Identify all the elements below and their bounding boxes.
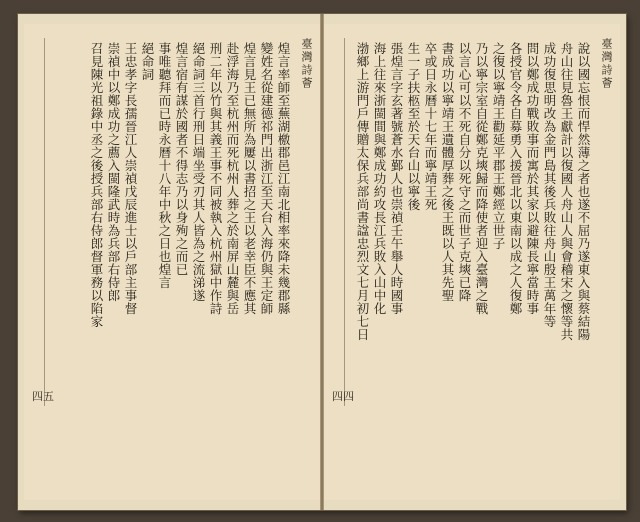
text-column: 以言心可以不死自分以死守之而世子克塽已降 <box>457 42 472 302</box>
open-book <box>18 14 626 510</box>
text-column: 之復以寧靖王勸延平郡王鄭經立世子 <box>491 42 506 250</box>
text-column: 煌言見王已無所為屢以書招之王以老幸臣不應其 <box>242 42 257 315</box>
text-column: 召見陳光祖錄中丞之後授兵部右侍郎督軍務以陷家 <box>89 42 104 328</box>
text-column: 張煌言字玄著號蒼水鄞人也崇禎壬午舉人時國事 <box>389 42 404 315</box>
text-columns <box>42 42 292 402</box>
page-number: 四四 <box>332 390 354 403</box>
text-column: 乃以寧宗室自從鄭克塽歸而降使者迎入臺灣之戰 <box>474 42 489 315</box>
text-column: 王忠孝字長孺晉江人崇禎戊辰進士以戶部主事督 <box>123 42 138 315</box>
page-number: 四五 <box>32 390 54 403</box>
text-column: 絕命詞三首行刑日端坐受刃其人皆為之流涕遂 <box>191 42 206 302</box>
text-columns <box>342 42 592 402</box>
text-column: 崇禎中以鄭成功之薦入閩隆武時為兵部右侍郎 <box>106 42 121 302</box>
text-column: 書成功以寧靖王遺體厚葬之後王既以人其先聖 <box>440 42 455 302</box>
text-column: 說以國忘恨而悍然薄之者也遂不屈乃遂東入與蔡結陽 <box>576 42 591 341</box>
text-column: 赴浮海乃至杭州而死杭州人葬之於南屏山麓與岳 <box>225 42 240 315</box>
text-column: 舟山往見魯王獻計以復國人舟山人與會稽宋之懷等共 <box>559 42 574 341</box>
text-column: 生一子扶柩至於天台山以寧後 <box>406 42 421 211</box>
text-column: 成功復思明改為金門島其後兵敗往舟山殷王萬年等 <box>542 42 557 328</box>
text-column: 海上往來浙閩間與鄭成功約攻長江兵敗入山中化 <box>372 42 387 315</box>
text-column: 變姓名從建德祁門出浙江至天台入海仍與王定師 <box>259 42 274 315</box>
text-column: 煌言率師至蕪湖檄郡邑江南北相率來降未幾郡縣 <box>276 42 291 315</box>
text-column: 煌言宿有謀於國者不得志乃以身殉之而已 <box>174 42 189 276</box>
text-column: 事唯聽拜而已時永曆十八年中秋之日也煌言 <box>157 42 172 289</box>
text-column: 各授官令各自募勇入援晉北以東南以成之人復鄭 <box>508 42 523 315</box>
page-header: 臺灣詩薈 <box>600 38 613 90</box>
text-column: 渤鄉上游門戶傳贈太保兵部尚書諡忠烈文七月初七日 <box>355 42 370 341</box>
text-column: 問以鄭成功戰敗事而寓於其家以避陳長寧當時事 <box>525 42 540 315</box>
right-page <box>324 24 620 500</box>
left-page <box>24 24 320 500</box>
page-header: 臺灣詩薈 <box>300 38 313 90</box>
text-column: 刑二年以竹與其義王事不同被執入杭州獄中作詩 <box>208 42 223 315</box>
text-column: 絕命詞 <box>140 42 155 81</box>
text-column: 卒或日永曆十七年而寧靖王死 <box>423 42 438 211</box>
